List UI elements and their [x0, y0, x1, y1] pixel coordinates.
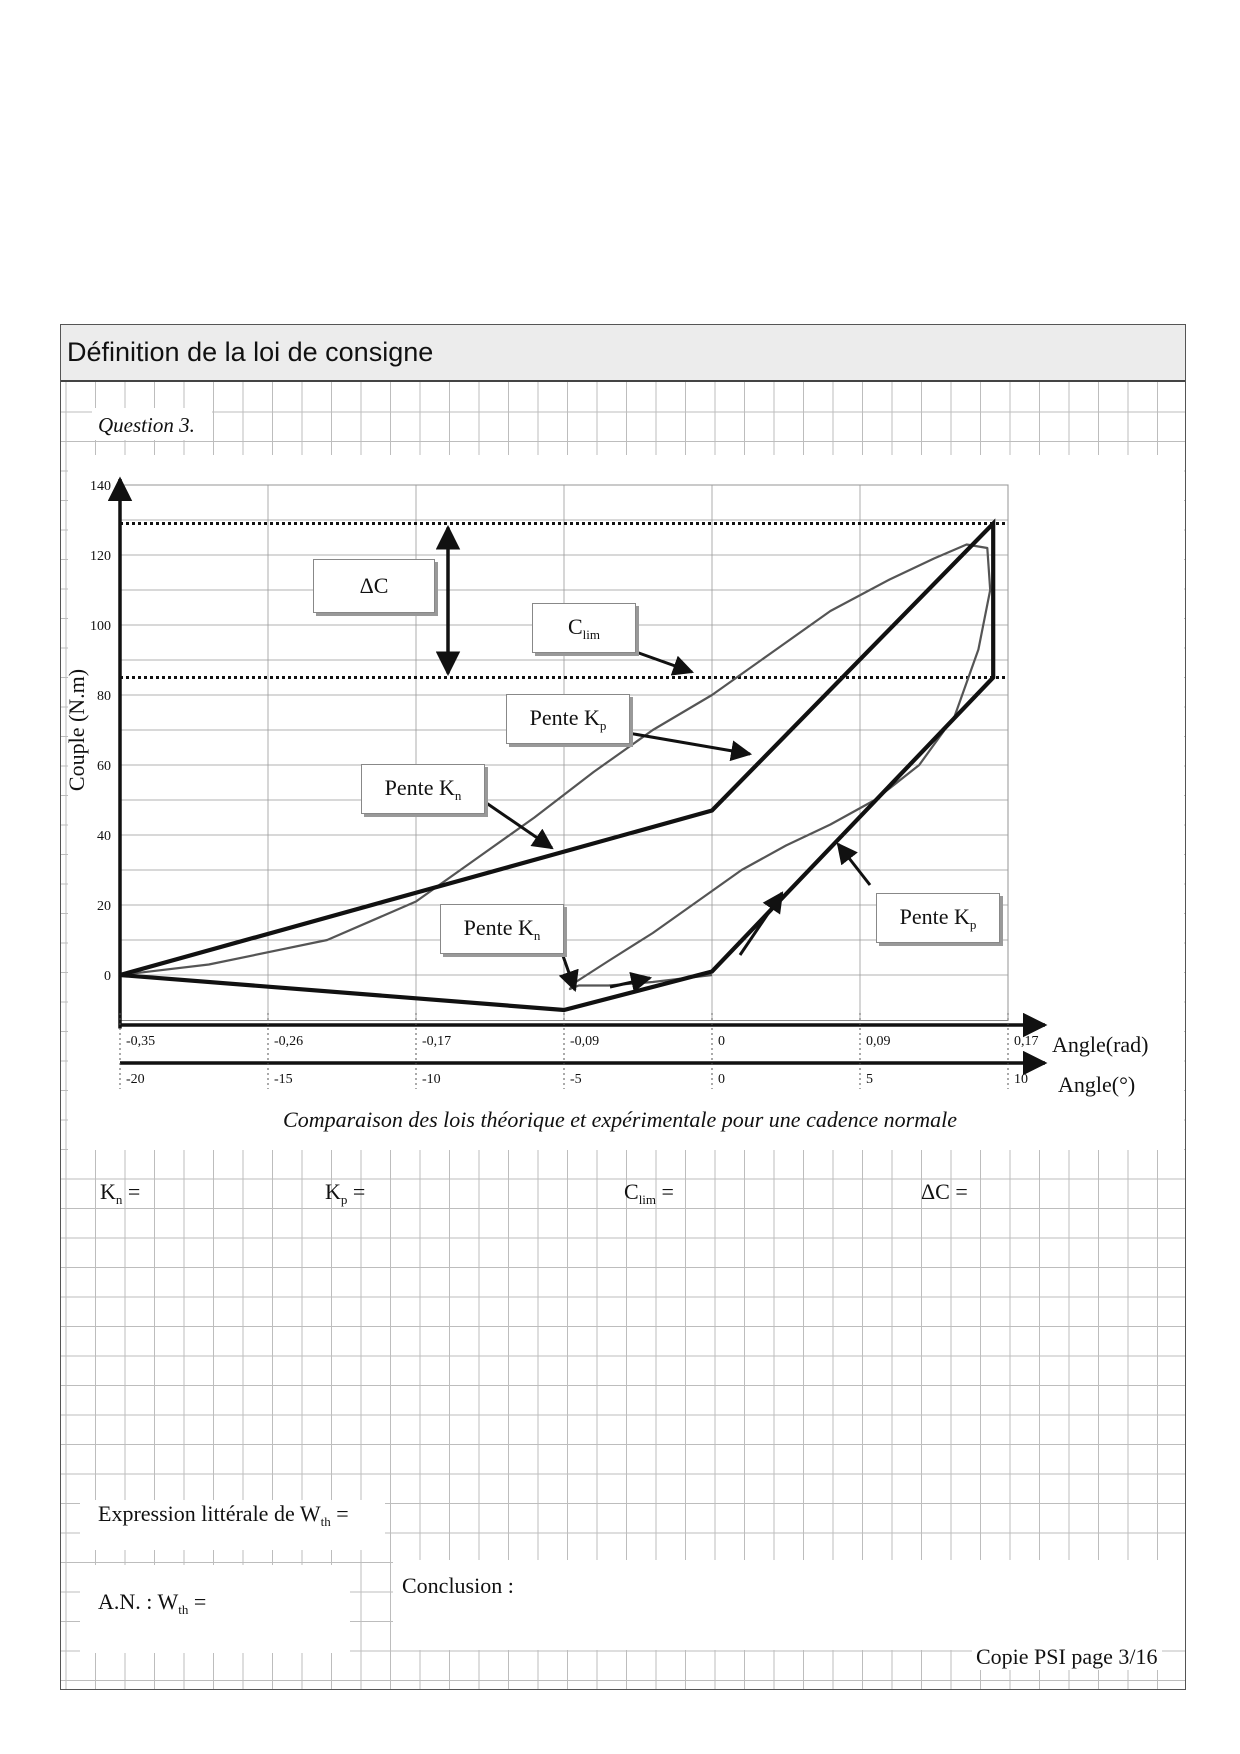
pente-kp-upper-label: Pente $K_p$ [506, 694, 630, 744]
chart-caption: Comparaison des lois théorique et expérimentale pour une cadence normale [283, 1107, 957, 1132]
delta-c-field[interactable]: ΔC = [921, 1179, 968, 1204]
section-title: Définition de la loi de consigne [67, 337, 434, 367]
conclusion-field[interactable]: Conclusion : [402, 1573, 514, 1598]
question-label: Question 3. [98, 413, 195, 437]
x-tick-label-rad: -0,26 [274, 1034, 304, 1049]
y-tick-label: 80 [97, 689, 111, 704]
x-tick-label-rad: -0,35 [126, 1034, 156, 1049]
x-axis-title-deg: Angle(°) [1058, 1072, 1136, 1097]
x-tick-label-deg: -20 [126, 1072, 145, 1087]
pente-kn-upper-label: Pente $K_n$ [361, 764, 485, 814]
x-tick-label-rad: 0,09 [866, 1034, 891, 1049]
c-lim-label: $C_{lim}$ [532, 603, 636, 653]
kp-field[interactable]: $K_p$ = [325, 1179, 366, 1207]
pente-kp-lower-label: Pente $K_p$ [876, 893, 1000, 943]
y-tick-label: 40 [97, 829, 111, 844]
clim-field[interactable]: $C_{lim}$ = [624, 1179, 674, 1207]
x-tick-label-deg: -5 [570, 1072, 582, 1087]
x-tick-label-deg: -15 [274, 1072, 293, 1087]
page-footer: Copie PSI page 3/16 [972, 1644, 1162, 1670]
x-tick-label-deg: 0 [718, 1072, 725, 1087]
delta-c-label: ΔC [313, 559, 435, 613]
x-tick-label-deg: -10 [422, 1072, 441, 1087]
x-tick-label-rad: 0 [718, 1034, 725, 1049]
y-axis-title: Couple (N.m) [64, 668, 89, 792]
y-tick-label: 100 [90, 619, 111, 634]
y-tick-label: 0 [104, 969, 111, 984]
x-tick-label-rad: 0,17 [1014, 1034, 1039, 1049]
x-tick-label-deg: 5 [866, 1072, 873, 1087]
y-tick-label: 20 [97, 899, 111, 914]
y-tick-label: 120 [90, 549, 111, 564]
x-axis-title-rad: Angle(rad) [1052, 1032, 1149, 1057]
pente-kn-lower-label: Pente $K_n$ [440, 904, 564, 954]
y-tick-label: 140 [90, 479, 111, 494]
x-tick-label-deg: 10 [1014, 1072, 1028, 1087]
wth-numerical-field[interactable]: A.N. : $W_{th}$ = [98, 1589, 207, 1617]
wth-expression-field[interactable]: Expression littérale de $W_{th}$ = [98, 1501, 349, 1529]
x-tick-label-rad: -0,09 [570, 1034, 600, 1049]
y-tick-label: 60 [97, 759, 111, 774]
kn-field[interactable]: $K_n$ = [100, 1179, 141, 1207]
x-tick-label-rad: -0,17 [422, 1034, 452, 1049]
